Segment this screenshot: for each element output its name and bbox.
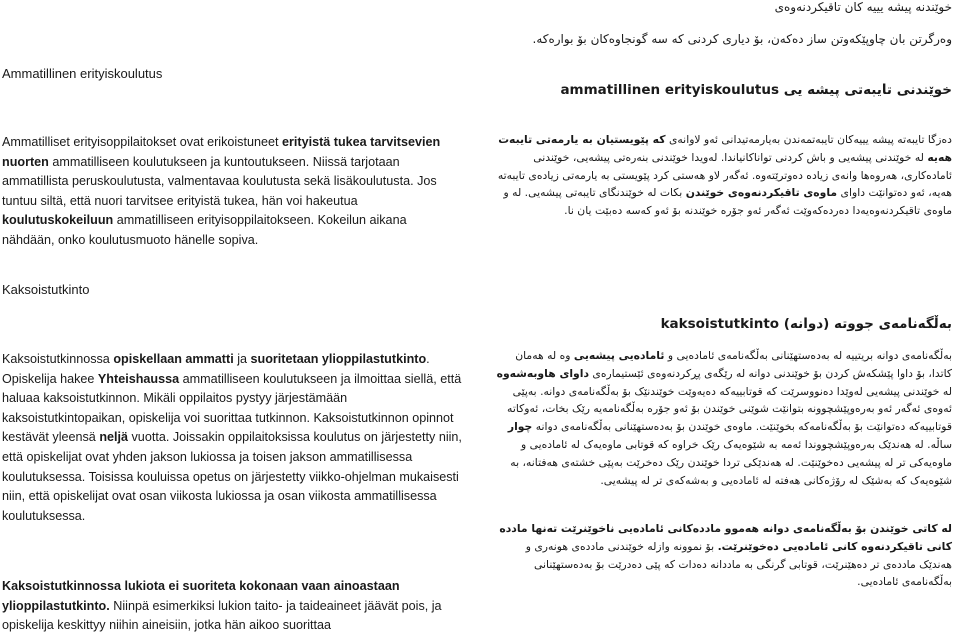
text-run: بکات لە خوێندنگای تایبەتی پیشەیی. لە و ماوەی تاقیکردنەوەیەدا دەردەکەوێت ئەگەر ئەو جۆرە خوێندنە بۆ ئەو کەسە دەبێت یان نا.: [503, 186, 952, 218]
section2-finnish-heading: Kaksoistutkinto: [2, 282, 90, 297]
section2-finnish-paragraph-1: [2, 350, 464, 526]
bold-text-run: suoritetaan ylioppilastutkinto: [250, 352, 427, 366]
section1-kurdish-paragraph: [497, 131, 952, 220]
kurdish-intro-line-1: خوێندنە پیشە یییە کان تاقیکردنەوەی: [774, 0, 952, 14]
text-run: Ammatilliset erityisoppilaitokset ovat erikoistuneet: [2, 135, 282, 149]
text-run: لە خوێندنی پیشەیی لەوێدا دەنووسرێت کە قوتابییەکە دەیەوێت خوێندنێک بۆ بەڵگەنامەی دوانە. بەپێی ئەوەی ئەگەر ئەو بەرەوپێشچوونە بتوانێت شوێنی خوێندن بۆ ئەو جۆرە بەڵگەنامەیە رێک بخات، ئەوکاتە قوتابییەکە دەتوانێت بۆ بەڵگەنامەکە بخوێنێت. ماوەی خوێندن بۆ بەدەستهێنانی بەڵگەنامەی دوانە: [507, 384, 952, 434]
text-run: vuotta. Joissakin oppilaitoksissa koulutus on järjestetty niin, että opiskelijat ovat yhden jakson lukiossa ja toisen jakson ammatillisessa koulutuksessa. Toisissa kouluissa opetus on järjestetty viikko-ohjelman mukaisesti niin, että opiskelijat ovat osan viikosta lukiossa ja osan viikosta ammatillisessa koulutuksessa.: [2, 430, 462, 523]
bold-text-run: Kaksoistutkinnossa lukiota ei suoriteta kokonaan vaan ainoastaan ylioppilastutkinto.: [2, 579, 400, 613]
section2-kurdish-heading: بەڵگەنامەی جووتە (دوانە) kaksoistutkinto: [660, 316, 952, 332]
kurdish-intro-line-2: وەرگرتن بان چاوپێکەوتن ساز دەکەن، بۆ دیاری کردنی کە سە گونجاوەکان بۆ بوارەکە.: [532, 32, 952, 46]
section2-kurdish-paragraph-1: [494, 347, 952, 489]
bold-text-run: چوار: [507, 420, 533, 434]
section2-kurdish-paragraph-2: [494, 520, 952, 591]
section1-finnish-heading: Ammatillinen erityiskoulutus: [2, 66, 163, 81]
bold-text-run: کە پێویستیان بە یارمەتی تایبەت هەیە: [498, 133, 952, 164]
section1-kurdish-heading: خوێندنی تایبەتی پیشە یی ammatillinen erityiskoulutus: [560, 82, 952, 98]
bold-text-run: erityistä tukea tarvitsevien nuorten: [2, 135, 441, 169]
text-run: دەزگا تایبەتە پیشە یییەکان تایبەتمەندن بەیارمەتیدانی ئەو لاوانەی: [665, 133, 952, 146]
text-run: . Opiskelija hakee: [2, 352, 430, 386]
section2-finnish-paragraph-2: [2, 577, 464, 636]
text-run: Niissä tarjotaan ammatillista peruskoulutusta, valmentavaa koulutusta sekä lisäkoulutusta. Jos tuntuu siltä, että nuori tarvitsee erityistä tukea, hän voi hakeutua: [2, 154, 437, 208]
bold-text-run: لە کاتی خوێندن بۆ بەڵگەنامەی دوانە هەموو ماددەکانی ئامادەیی ناخوێنرێت تەنها ماددە کانی تاقیکردنەوە کانی ئامادەیی دەخوێنرێت.: [499, 522, 952, 553]
bold-text-run: داوای هاوبەشەوە: [496, 366, 589, 380]
bold-text-run: koulutuskokeiluun: [2, 213, 114, 228]
text-run: ساڵە. لە هەندێک بەرەوپێشچووندا ئەمە بە شێوەیەک رێک خراوە کە قوتابی ماوەیەک لە ئامادەیی و ماوەیەکی تر لە پیشەیی دەخوێنێت. لە هەندێکی تردا خوێندن رێک دەخرێت بەپێی خشتەی هەفتانە، بە شێوەیەک کە بەشێک لە رۆژەکانی هەفتە لە ئامادەیی و بەشەکەی تر لە پیشەیی.: [510, 437, 952, 487]
text-run: ammatilliseen koulutukseen ja kuntoutukseen.: [48, 154, 310, 169]
text-run: بەڵگەنامەی دوانە بریتییە لە بەدەستهێنانی بەڵگەنامەی ئامادەیی و: [664, 349, 952, 362]
text-run: ja: [233, 352, 251, 366]
text-run: ammatilliseen koulutukseen ja ilmoittaa siellä, että haluaa kaksoistutkinnon. Mikäli oppilaitos pystyy järjestämään kaksoistutkintopaikan, opiskelija voi suorittaa tutkinnon. Kaksoistutkinnon opinnot kestävät yleensä: [2, 371, 462, 445]
text-run: ammatilliseen erityisoppilaitokseen. Kokeilun aikana nähdään, onko koulutusmuoto hänelle sopiva.: [2, 213, 407, 247]
text-run: لە خوێندنی پیشەیی و باش کردنی تواناکانیاندا. لەویدا خوێندنی بنەرەتی پیشەیی، خوێندنی ئامادەکاری، هەروەها وانەی زیادە دەوترێتەوە. ئەگەر لاو هەستی کرد پێویستی بە یارمەتی زیادەی تایبەتە هەیە، ئەو دەتوانێت داوای: [497, 150, 952, 200]
text-run: Niinpä esimerkiksi lukion taito- ja taideaineet jäävät pois, ja opiskelija keskittyy niihin aineisiin, jotka hän aikoo suorittaa: [2, 598, 442, 633]
section1-finnish-paragraph: [2, 133, 458, 251]
bold-text-run: neljä: [99, 430, 129, 445]
bold-text-run: opiskellaan ammatti: [113, 352, 234, 366]
text-run: Kaksoistutkinnossa: [2, 352, 114, 366]
text-run: وە لە هەمان کاتدا، بۆ داوا پێشکەش کردن بۆ خوێندنی دوانە لە رێگەی پڕکردنەوەی ئێستیمارەی: [515, 349, 952, 380]
text-run: بۆ نموونە وازلە خوێندنی ماددەی هونەری و هەندێک ماددەی تر دەهێنرێت، قوتابی گرنگی بە ماددانە دەدات کە پێی دەدرێت بۆ بەدەستهێنانی بەڵگەنامەی ئامادەیی.: [525, 539, 952, 589]
bold-text-run: ئامادەیی پیشەیی: [573, 349, 665, 362]
bold-text-run: ماوەی تاقیکردنەوەی خوێندن: [685, 186, 838, 200]
bold-text-run: Yhteishaussa: [97, 371, 180, 386]
